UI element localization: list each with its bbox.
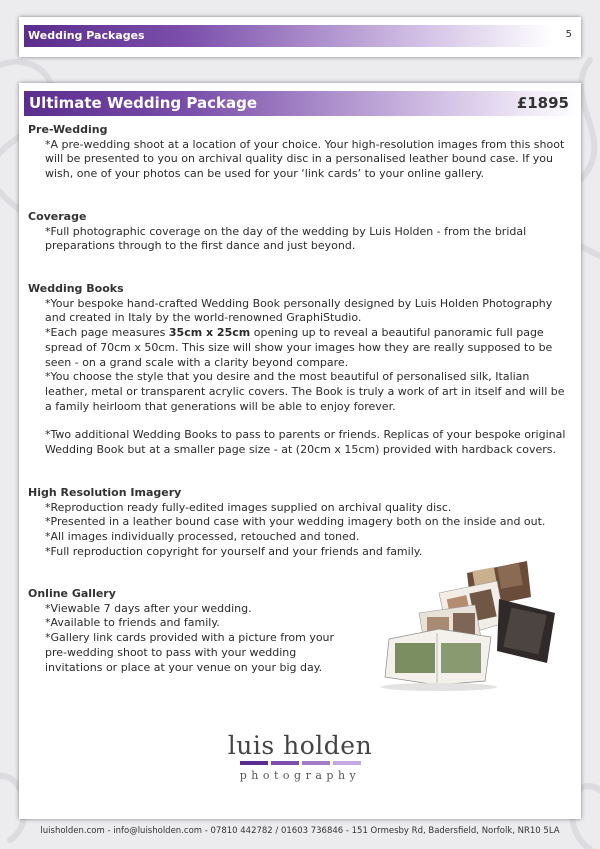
section-item: *You choose the style that you desire and the most beautiful of personalised silk, Italian leather, metal or transparent acrylic covers. The Book is truly a work of art in itself and will be a family heirloom that generations will be able to enjoy forever. bbox=[45, 370, 565, 413]
page-size-highlight: 35cm x 25cm bbox=[168, 326, 251, 340]
logo-color-strip bbox=[19, 761, 581, 765]
section-heading: Pre-Wedding bbox=[28, 123, 108, 136]
package-panel bbox=[19, 83, 581, 819]
section-item: *Full photographic coverage on the day of the wedding by Luis Holden - from the bridal preparations through to the first dance and just beyond. bbox=[45, 224, 527, 253]
section-item: *Each page measures 35cm x 25cm opening up to reveal a beautiful panoramic full page spread of 70cm x 50cm. This size will show your images how they are really supposed to be seen - on a grand scale with a clarity beyond compare. bbox=[45, 326, 553, 369]
section-item: *Gallery link cards provided with a picture from your pre-wedding shoot to pass with your wedding invitations or place at your venue on your big day. bbox=[45, 631, 335, 674]
wedding-books-photo bbox=[379, 553, 569, 693]
logo-name: luis holden bbox=[227, 731, 373, 760]
section-item: *Full reproduction copyright for yourself and your friends and family. bbox=[45, 544, 423, 558]
section-item: *A pre-wedding shoot at a location of your choice. Your high-resolution images from this shoot will be presented to you on archival quality disc in a personalised leather bound case. If you wish, one of your photos can be used for your ‘link cards’ to your online gallery. bbox=[45, 137, 565, 181]
footer-contact: luisholden.com - info@luisholden.com - 07810 442782 / 01603 736846 - 151 Ormesby Rd, Badersfield, Norfolk, NR10 5LA bbox=[40, 826, 560, 836]
section-high-resolution-imagery bbox=[28, 486, 573, 560]
page-number: 5 bbox=[565, 29, 572, 40]
section-item: *Your bespoke hand-crafted Wedding Book personally designed by Luis Holden Photography and created in Italy by the world-renowned GraphiStudio. bbox=[45, 296, 553, 325]
section-online-gallery bbox=[28, 587, 358, 675]
package-price: £1895 bbox=[516, 94, 569, 112]
section-heading: Wedding Books bbox=[28, 282, 124, 295]
section-pre-wedding bbox=[28, 123, 573, 182]
section-heading: Coverage bbox=[28, 210, 87, 223]
section-heading: High Resolution Imagery bbox=[28, 486, 182, 499]
logo-strip-segment bbox=[302, 761, 330, 765]
header-panel bbox=[19, 17, 581, 57]
logo-strip-segment bbox=[333, 761, 361, 765]
section-item: *Viewable 7 days after your wedding. bbox=[45, 601, 252, 615]
section-item: *Available to friends and family. bbox=[45, 616, 220, 630]
logo-strip-segment bbox=[240, 761, 268, 765]
section-heading: Online Gallery bbox=[28, 587, 116, 600]
logo-subtitle: photography bbox=[239, 769, 361, 782]
luis-holden-logo bbox=[19, 731, 581, 782]
logo-strip-segment bbox=[271, 761, 299, 765]
section-item: *Two additional Wedding Books to pass to parents or friends. Replicas of your bespoke original Wedding Book but at a smaller page size - at (20cm x 15cm) provided with hardback covers. bbox=[45, 428, 566, 457]
section-coverage bbox=[28, 210, 573, 254]
header-title: Wedding Packages bbox=[24, 25, 554, 47]
section-item: *All images individually processed, retouched and toned. bbox=[45, 530, 360, 544]
section-item: *Presented in a leather bound case with your wedding imagery both on the inside and out. bbox=[45, 515, 546, 529]
package-title: Ultimate Wedding Package bbox=[24, 91, 579, 116]
section-item: *Reproduction ready fully-edited images supplied on archival quality disc. bbox=[45, 500, 452, 514]
section-wedding-books bbox=[28, 282, 573, 458]
